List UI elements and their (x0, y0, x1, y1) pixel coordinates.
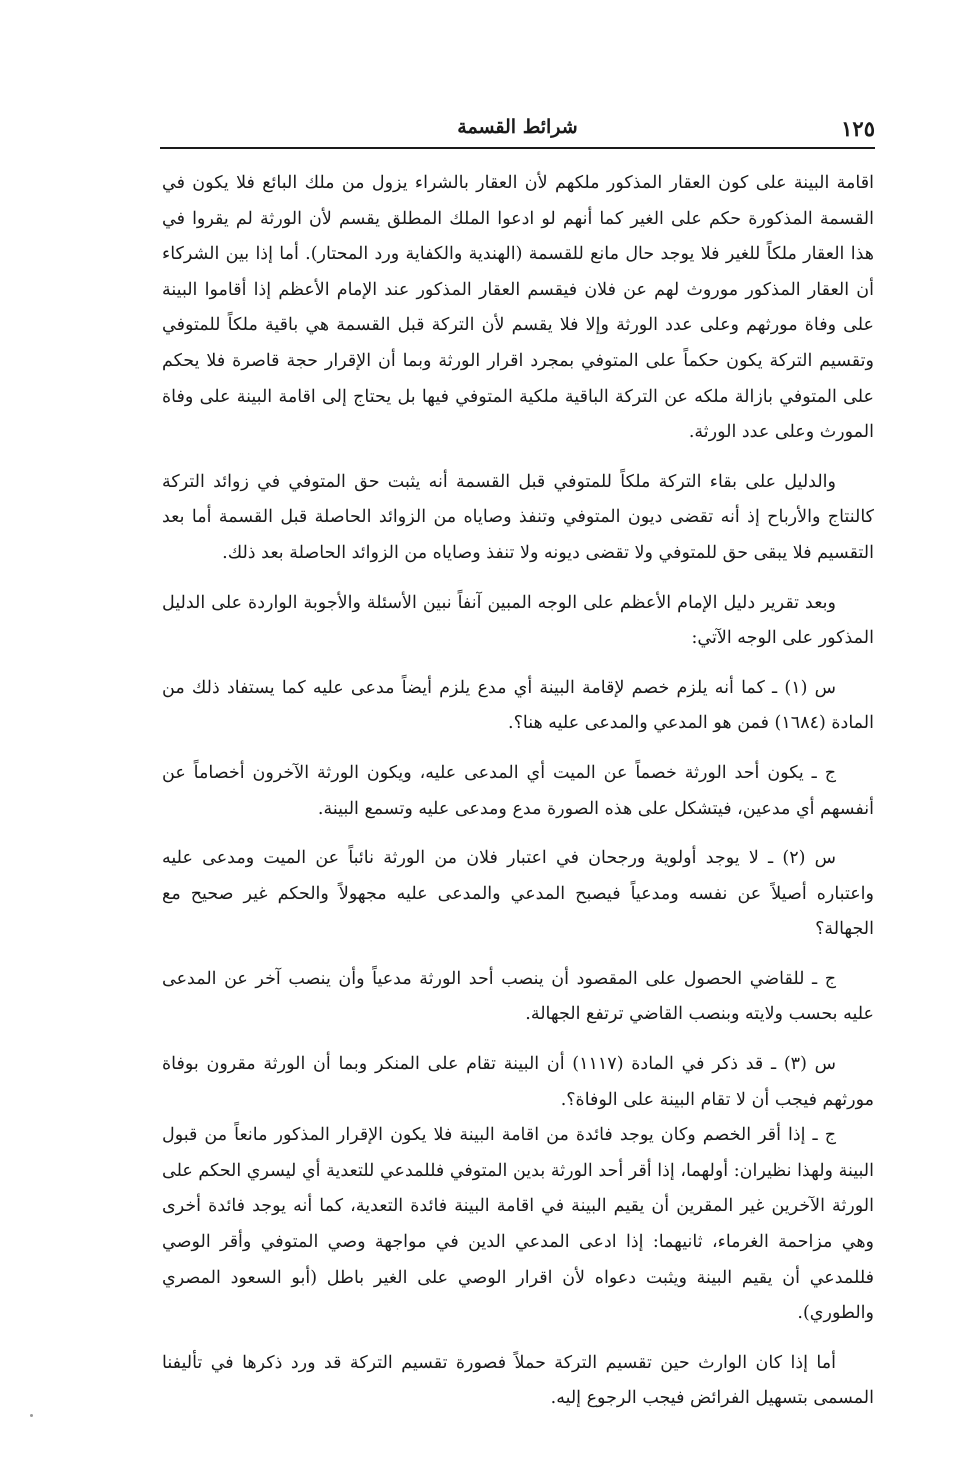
question-paragraph: س (١) ـ كما أنه يلزم خصم لإقامة البينة أي مدع يلزم أيضاً مدعى عليه كما يستفاد ذلك من المادة (١٦٨٤) فمن هو المدعي والمدعى عليه هنا؟. (162, 677, 874, 734)
margin-speck (30, 1414, 33, 1417)
page-number: ١٢٥ (841, 116, 875, 141)
header-divider (160, 147, 875, 149)
paragraph: أما إذا كان الوارث حين تقسيم التركة حملاً فصورة تقسيم التركة قد ورد ذكرها في تأليفنا المسمى بتسهيل الفرائض فيجب الرجوع إليه. (162, 1352, 874, 1409)
answer-paragraph: ج ـ إذا أقر الخصم وكان يوجد فائدة من اقامة البينة فلا يكون الإقرار المذكور مانعاً من قبول البينة ولهذا نظيران: أولهما، إذا أقر أحد الورثة بدين المتوفي فللمدعي للتعدية أي ليسري الحكم على الورثة الآخرين غير المقرين أن يقيم البينة في اقامة البينة فائدة التعدية، كما أنه يوجد فائدة أخرى وهي مزاحمة الغرماء، ثانيهما: إذا ادعى المدعي الدين في مواجهة وصي المتوفي وأقر الوصي فللمدعي أن يقيم البينة ويثبت دعواه لأن اقرار الوصي على الغير باطل (أبو السعود المصري والطوري). (162, 1125, 874, 1324)
paragraph: اقامة البينة على كون العقار المذكور ملكهم لأن العقار بالشراء يزول من ملك البائع فلا يكون في القسمة المذكورة حكم على الغير كما أنهم لو ادعوا الملك المطلق يقسم لأن الورثة لم يقروا في هذا العقار ملكاً للغير فلا يوجد حال مانع للقسمة (الهندية والكفاية ورد المحتار). أما إذا بين الشركاء أن العقار المذكور موروث لهم عن فلان فيقسم العقار المذكور عند الإمام الأعظم إذا أقاموا البينة على وفاة مورثهم وعلى عدد الورثة وإلا فلا يقسم لأن التركة قبل القسمة هي باقية ملكاً للمتوفي وتقسيم التركة يكون حكماً على المتوفي بمجرد اقرار الورثة وبما أن الإقرار حجة قاصرة فلا يحكم على المتوفي بازالة ملكه عن التركة الباقية ملكية المتوفي فيها بل يحتاج إلى اقامة البينة على وفاة المورث وعلى عدد الورثة. (162, 173, 874, 443)
running-title: شرائط القسمة (457, 116, 578, 138)
page-header (160, 112, 875, 148)
answer-paragraph: ج ـ للقاضي الحصول على المقصود أن ينصب أحد الورثة مدعياً وأن ينصب آخر عن المدعى عليه بحسب ولايته وبنصب القاضي ترتفع الجهالة. (162, 968, 874, 1025)
paragraph: وبعد تقرير دليل الإمام الأعظم على الوجه المبين آنفاً نبين الأسئلة والأجوبة الواردة على الدليل المذكور على الوجه الآتي: (162, 592, 874, 649)
question-paragraph: س (٢) ـ لا يوجد أولوية ورجحان في اعتبار فلان من الورثة نائباً عن الميت ومدعى عليه واعتباره أصيلاً عن نفسه ومدعياً فيصبح المدعي والمدعى عليه مجهولاً والحكم غير صحيح مع الجهالة؟ (162, 848, 874, 940)
page-body (162, 166, 874, 1417)
question-paragraph: س (٣) ـ قد ذكر في المادة (١١١٧) أن البينة تقام على المنكر وبما أن الورثة مقرون بوفاة مورثهم فيجب أن لا تقام البينة على الوفاة؟. (162, 1054, 874, 1110)
paragraph: والدليل على بقاء التركة ملكاً للمتوفي قبل القسمة أنه يثبت حق المتوفي في زوائد التركة كالنتاج والأرباح إذ أنه تقضى ديون المتوفي وتنفذ وصاياه من الزوائد الحاصلة قبل القسمة أما بعد التقسيم فلا يبقى حق للمتوفي ولا تقضى ديونه ولا تنفذ وصاياه من الزوائد الحاصلة بعد ذلك. (162, 471, 874, 563)
answer-paragraph: ج ـ يكون أحد الورثة خصماً عن الميت أي المدعى عليه، ويكون الورثة الآخرون أخصاماً عن أنفسهم أي مدعين، فيتشكل على هذه الصورة مدع ومدعى عليه وتسمع البينة. (162, 762, 874, 819)
